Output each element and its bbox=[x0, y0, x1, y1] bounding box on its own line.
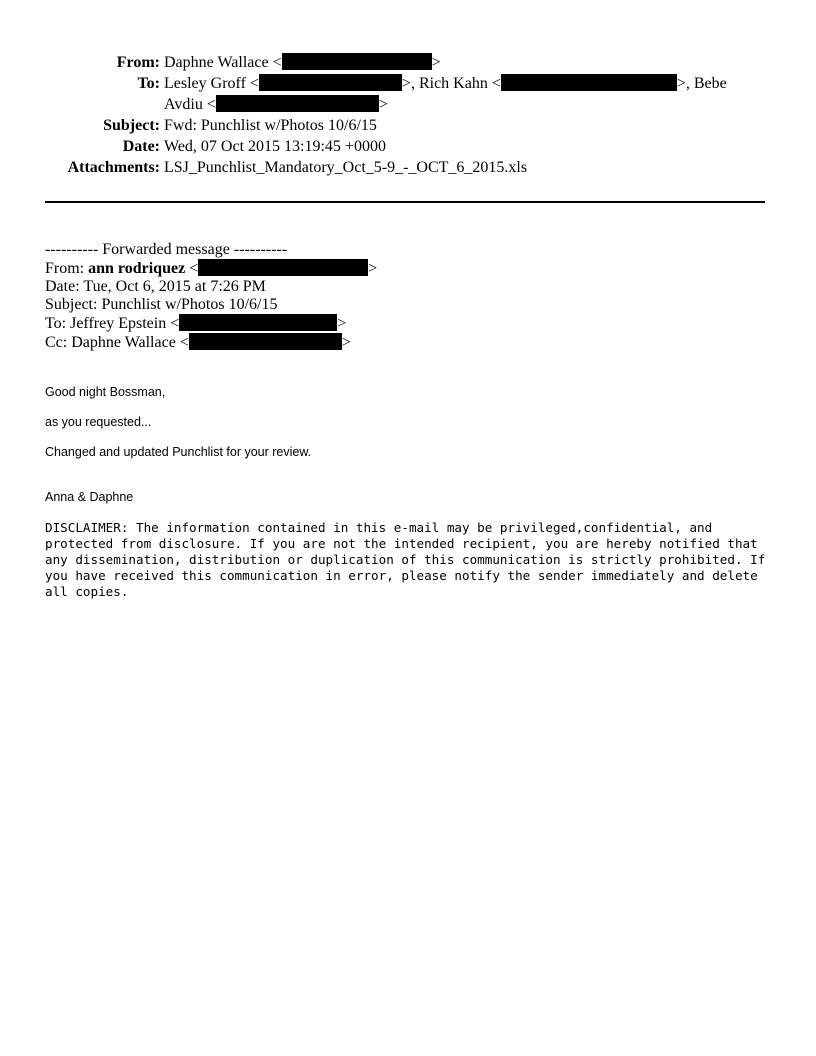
redaction-box bbox=[216, 95, 379, 112]
header-subject-row bbox=[0, 115, 816, 136]
disclaimer-text: DISCLAIMER: The information contained in this e-mail may be privileged,confidential, and protected from disclosure. If you are not the intended recipient, you are hereby notified that any dissemination, distribution or duplication of this communication is strictly prohibited. If you have received this communication in error, please notify the sender immediately and delete all copies. bbox=[45, 520, 766, 599]
subject-value: Fwd: Punchlist w/Photos 10/6/15 bbox=[164, 117, 377, 134]
body-greeting: Good night Bossman, bbox=[45, 385, 166, 399]
redaction-box bbox=[501, 74, 677, 91]
redaction-box bbox=[282, 53, 432, 70]
redaction-box bbox=[189, 333, 342, 350]
forwarded-from bbox=[45, 259, 377, 278]
attachments-label: Attachments: bbox=[67, 159, 160, 176]
forwarded-from-close: > bbox=[368, 260, 378, 277]
redaction-box bbox=[179, 314, 337, 331]
email-header bbox=[0, 52, 816, 178]
forwarded-to-prefix: To: Jeffrey Epstein < bbox=[45, 315, 180, 332]
redaction-box bbox=[198, 259, 368, 276]
forwarded-to bbox=[45, 314, 377, 333]
body-line-1: as you requested... bbox=[45, 415, 152, 429]
forwarded-from-name: ann rodriquez bbox=[88, 260, 186, 277]
forwarded-to-close: > bbox=[337, 315, 347, 332]
forwarded-date: Date: Tue, Oct 6, 2015 at 7:26 PM bbox=[45, 278, 266, 295]
body-signature: Anna & Daphne bbox=[45, 490, 134, 504]
to-recipient-2: >, Rich Kahn < bbox=[401, 75, 501, 92]
forwarded-cc bbox=[45, 333, 377, 352]
from-name: Daphne Wallace < bbox=[164, 54, 282, 71]
to-recipient-4: Avdiu < bbox=[164, 96, 216, 113]
to-recipient-1: Lesley Groff < bbox=[164, 75, 259, 92]
from-close: > bbox=[431, 54, 441, 71]
forwarded-banner: ---------- Forwarded message ---------- bbox=[45, 241, 288, 258]
forwarded-cc-close: > bbox=[341, 334, 351, 351]
date-value: Wed, 07 Oct 2015 13:19:45 +0000 bbox=[164, 138, 386, 155]
from-label: From: bbox=[116, 54, 160, 71]
forwarded-subject: Subject: Punchlist w/Photos 10/6/15 bbox=[45, 296, 278, 313]
from-value bbox=[164, 52, 441, 73]
forwarded-from-open: < bbox=[185, 260, 199, 277]
forwarded-from-prefix: From: bbox=[45, 260, 89, 277]
to-recipient-3: >, Bebe bbox=[676, 75, 727, 92]
redaction-box bbox=[259, 74, 402, 91]
header-date-row bbox=[0, 136, 816, 157]
subject-label: Subject: bbox=[103, 117, 160, 134]
header-to-row bbox=[0, 73, 816, 115]
forwarded-cc-prefix: Cc: Daphne Wallace < bbox=[45, 334, 189, 351]
date-label: Date: bbox=[122, 138, 160, 155]
forwarded-message-header bbox=[45, 241, 377, 352]
to-value bbox=[164, 73, 727, 115]
header-attachments-row bbox=[0, 157, 816, 178]
attachment-filename[interactable]: LSJ_Punchlist_Mandatory_Oct_5-9_-_OCT_6_2015.xls bbox=[164, 159, 528, 176]
header-from-row bbox=[0, 52, 816, 73]
body-line-2: Changed and updated Punchlist for your review. bbox=[45, 445, 312, 459]
to-label: To: bbox=[137, 75, 160, 92]
to-close: > bbox=[378, 96, 388, 113]
header-divider bbox=[45, 201, 765, 203]
